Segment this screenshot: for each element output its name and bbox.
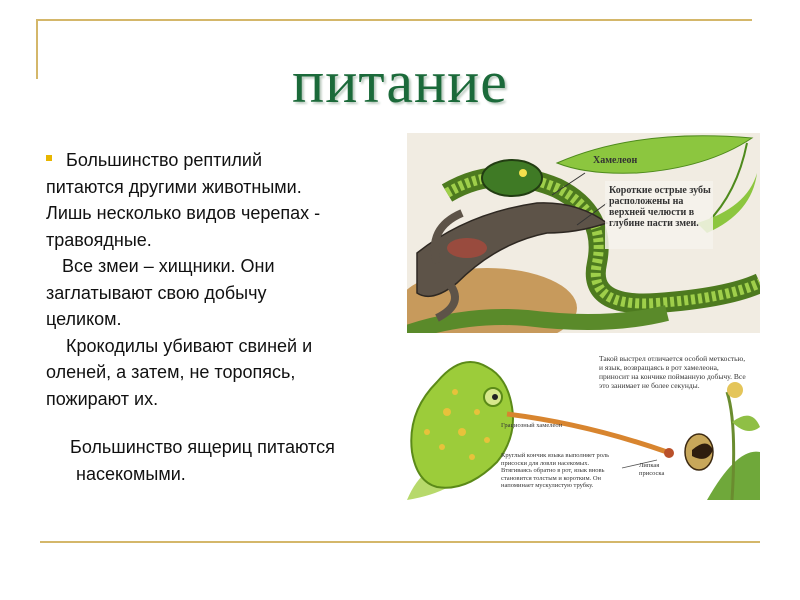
frame-top-line bbox=[36, 19, 752, 21]
frame-bottom-line bbox=[40, 541, 760, 543]
body-line: пожирают их. bbox=[46, 388, 159, 409]
label-chameleon: Хамелеон bbox=[593, 155, 638, 166]
label-shot: Такой выстрел отличается особой меткостью, и язык, возвращаясь в рот хамелеона, приносит на кончике пойманную добычу. Все это занимает не более секунды. bbox=[599, 354, 746, 390]
body-line: оленей, а затем, не торопясь, bbox=[46, 362, 296, 382]
snake-eating-lizard-image bbox=[407, 133, 760, 333]
body-line: Все змеи – хищники. Они bbox=[62, 256, 275, 276]
label-graceful: Грациозный хамелеон bbox=[501, 422, 563, 429]
label-tongue: Круглый кончик языка выполняет роль присоски для ловли насекомых. Втягиваясь обратно в рот, язык вновь становится толстым и коротким. Он напоминает мускулистую трубку. bbox=[501, 452, 610, 490]
bullet-icon bbox=[46, 155, 52, 161]
label-sticky: Липкая присоска bbox=[639, 462, 665, 477]
chameleon-illustration bbox=[407, 352, 760, 500]
body-line: травоядные. bbox=[46, 229, 152, 250]
body-line: Лишь несколько видов черепах - bbox=[46, 203, 321, 223]
body-line: питаются другими животными. bbox=[46, 176, 302, 197]
label-teeth: Короткие острые зубы расположены на верхней челюсти в глубине пасти змеи. bbox=[609, 185, 711, 229]
body-text bbox=[46, 147, 406, 487]
body-line: заглатывают свою добычу bbox=[46, 282, 267, 303]
body-line: Большинство ящериц питаются bbox=[70, 437, 335, 457]
body-line: Крокодилы убивают свиней и bbox=[66, 335, 313, 356]
body-line: целиком. bbox=[46, 309, 122, 329]
snake-illustration bbox=[407, 133, 760, 333]
body-line: насекомыми. bbox=[76, 463, 186, 484]
slide-title: питание bbox=[292, 49, 508, 115]
body-line: Большинство рептилий bbox=[46, 147, 406, 174]
